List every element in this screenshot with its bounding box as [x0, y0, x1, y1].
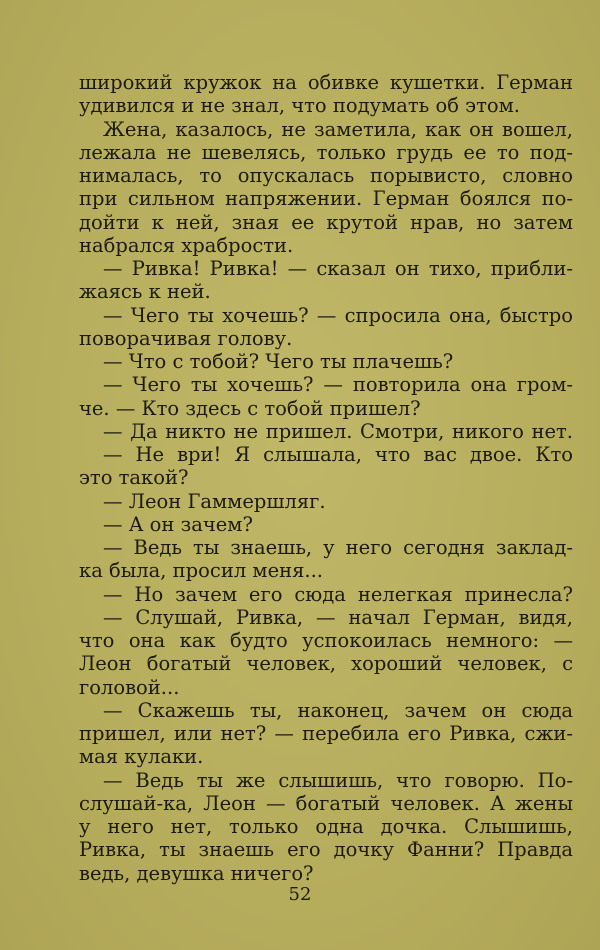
- text-line: — Слушай, Ривка, — начал Герман, видя,: [103, 605, 573, 629]
- text-line: широкий кружок на обивке кушетки. Герман: [79, 71, 573, 94]
- text-line: ка была, просил меня...: [79, 559, 324, 583]
- text-line: мая кулаки.: [79, 745, 204, 769]
- text-line: Ривка, ты знаешь его дочку Фанни? Правда: [79, 838, 573, 862]
- text-line: — Ривка! Ривка! — сказал он тихо, прибли-: [103, 257, 573, 280]
- text-line: — Что с тобой? Чего ты плачешь?: [103, 350, 454, 373]
- text-line: жаясь к ней.: [79, 280, 211, 304]
- text-line: — Скажешь ты, наконец, зачем он сюда: [103, 698, 573, 722]
- text-line: — Леон Гаммершляг.: [103, 489, 326, 513]
- text-line: ведь, девушка ничего?: [79, 861, 314, 885]
- text-line: что она как будто успокоилась немного: —: [79, 629, 573, 652]
- text-line: лежала не шевелясь, только грудь ее то под-: [79, 140, 573, 164]
- text-line: — Чего ты хочешь? — спросила она, быстро: [103, 303, 573, 327]
- text-line: пришел, или нет? — перебила его Ривка, сжи-: [79, 722, 573, 745]
- page-text: [79, 71, 573, 885]
- text-line: при сильном напряжении. Герман боялся по-: [79, 187, 573, 211]
- text-line: у него нет, только одна дочка. Слышишь,: [79, 815, 573, 838]
- text-line: — Не ври! Я слышала, что вас двое. Кто: [103, 443, 573, 466]
- text-line: — Да никто не пришел. Смотри, никого нет.: [103, 419, 573, 443]
- text-line: нималась, то опускалась порывисто, словно: [79, 164, 573, 187]
- text-line: слушай-ка, Леон — богатый человек. А жены: [79, 791, 573, 815]
- text-line: — Ведь ты же слышишь, что говорю. По-: [103, 768, 573, 792]
- text-line: поворачивая голову.: [79, 326, 293, 350]
- text-line: дойти к ней, зная ее крутой нрав, но затем: [79, 210, 573, 234]
- text-line: головой...: [79, 675, 180, 699]
- page-number: 52: [288, 884, 312, 905]
- text-line: — Ведь ты знаешь, у него сегодня заклад-: [103, 536, 573, 559]
- text-line: набрался храбрости.: [79, 233, 294, 257]
- text-line: Леон богатый человек, хороший человек, с: [79, 652, 573, 676]
- text-line: — Чего ты хочешь? — повторила она гром-: [103, 373, 573, 397]
- text-line: — Но зачем его сюда нелегкая принесла?: [103, 582, 573, 606]
- text-line: — А он зачем?: [103, 512, 253, 536]
- text-line: удивился и не знал, что подумать об этом.: [79, 94, 520, 118]
- text-line: Жена, казалось, не заметила, как он вошел,: [103, 117, 573, 141]
- text-line: че. — Кто здесь с тобой пришел?: [79, 396, 421, 420]
- text-line: это такой?: [79, 466, 189, 490]
